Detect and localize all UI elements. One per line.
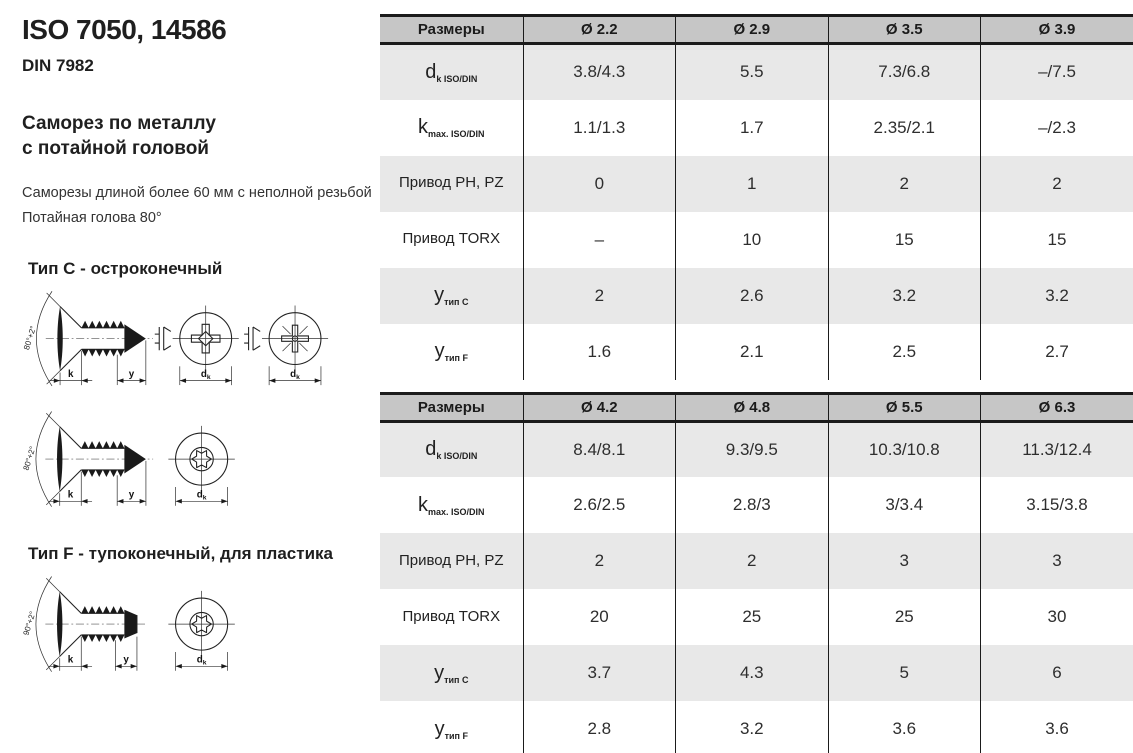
row-label: $y_{тип F}$ [380,701,523,753]
row-label: Привод PH, PZ [380,156,523,212]
head-view-torx [168,426,234,506]
spec-cell: 1 [676,156,828,212]
dimension-y-label: y [128,489,135,501]
description-line1: Саморезы длиной более 60 мм с неполной резьбой [22,185,372,202]
table-row [380,533,1133,589]
left-info-column [22,14,372,685]
column-header-diameter: Ø 6.3 [981,393,1133,421]
spec-cell: 3.2 [828,268,980,324]
table-header-row [380,16,1133,44]
spec-cell: 1.7 [676,100,828,156]
table-row [380,645,1133,701]
column-header-sizes: Размеры [380,16,523,44]
description-line2: Потайная голова 80° [22,210,162,227]
pointed-tip [124,324,145,353]
table-row [380,156,1133,212]
technical-drawing-type-c-torx [22,405,242,515]
spec-cell: 8.4/8.1 [523,421,675,477]
column-header-diameter: Ø 4.2 [523,393,675,421]
dimension-dk-label: dk [196,489,207,502]
spec-cell: 6 [981,645,1133,701]
spec-cell: 25 [828,589,980,645]
spec-cell: 3 [981,533,1133,589]
screw-side-view-type-c [22,411,153,506]
angle-label-type-c: 80°+2° [22,324,38,351]
technical-drawing-type-c-ph-pz [22,285,334,394]
head-view-pz [244,305,328,385]
dimension-dk-label: dk [200,368,211,381]
table-row [380,589,1133,645]
technical-drawing-type-f-torx [22,570,242,680]
dimension-k-label: k [68,368,74,380]
table-row [380,44,1133,100]
standard-title: ISO 7050, 14586 [22,14,227,45]
spec-cell: 2 [981,156,1133,212]
drawing-row-type-c-torx [22,405,372,520]
product-name [22,112,372,161]
spec-cell: 7.3/6.8 [828,44,980,100]
drawing-row-type-f-torx [22,570,372,685]
spec-cell: 2.6 [676,268,828,324]
angle-label-type-f: 90°+2° [22,609,38,637]
table-row [380,421,1133,477]
dimension-k-label: k [67,489,74,501]
row-label: $y_{тип C}$ [380,645,523,701]
spec-cell: 10 [676,212,828,268]
head-side-profile [155,327,171,350]
spec-cell: 4.3 [676,645,828,701]
spec-cell: 1.6 [523,324,675,380]
spec-cell: 2 [523,268,675,324]
column-header-diameter: Ø 2.2 [523,16,675,44]
column-header-diameter: Ø 5.5 [828,393,980,421]
column-header-sizes: Размеры [380,393,523,421]
table-row [380,212,1133,268]
drawing-row-type-c-ph-pz [22,285,372,399]
standard-subtitle: DIN 7982 [22,56,94,75]
dimension-y-label: y [128,368,135,380]
spec-cell: 15 [828,212,980,268]
table-row [380,701,1133,753]
spec-cell: 3.15/3.8 [981,477,1133,533]
head-view-torx [168,591,234,671]
product-name-line2: с потайной головой [22,137,209,159]
spec-cell: 5.5 [676,44,828,100]
row-label: $k_{max. ISO/DIN}$ [380,477,523,533]
column-header-diameter: Ø 3.5 [828,16,980,44]
table-row [380,324,1133,380]
spec-cell: 3.8/4.3 [523,44,675,100]
dimension-dk-label: dk [290,368,300,381]
dimension-dk-label: dk [196,654,207,667]
screw-side-view-type-c [22,291,153,386]
column-header-diameter: Ø 2.9 [676,16,828,44]
spec-cell: 2.6/2.5 [523,477,675,533]
spec-cell: 10.3/10.8 [828,421,980,477]
row-label: $d_{k ISO/DIN}$ [380,421,523,477]
spec-cell: – [523,212,675,268]
spec-cell: 3 [828,533,980,589]
spec-cell: 2 [523,533,675,589]
row-label: $k_{max. ISO/DIN}$ [380,100,523,156]
dimension-k-label: k [67,654,74,666]
spec-cell: 2.7 [981,324,1133,380]
spec-cell: 2.35/2.1 [828,100,980,156]
spec-table-small-diameters [380,14,1133,380]
dimension-y-label: y [123,654,129,666]
head-view-ph [155,305,239,385]
column-header-diameter: Ø 4.8 [676,393,828,421]
spec-cell: 3.2 [676,701,828,753]
spec-cell: 2.8 [523,701,675,753]
column-header-diameter: Ø 3.9 [981,16,1133,44]
spec-cell: 1.1/1.3 [523,100,675,156]
product-description [22,181,372,230]
spec-cell: 3.7 [523,645,675,701]
head-side-profile [244,327,260,350]
pointed-tip [124,444,146,473]
spec-cell: 11.3/12.4 [981,421,1133,477]
row-label: $y_{тип F}$ [380,324,523,380]
spec-cell: 30 [981,589,1133,645]
spec-tables-area [380,14,1133,753]
spec-cell: 5 [828,645,980,701]
row-label: $d_{k ISO/DIN}$ [380,44,523,100]
table-row [380,477,1133,533]
spec-cell: 3.2 [981,268,1133,324]
type-c-heading: Тип C - остроконечный [28,258,223,278]
table-row [380,100,1133,156]
spec-cell: –/2.3 [981,100,1133,156]
screw-side-view-type-f [22,576,148,671]
spec-cell: 15 [981,212,1133,268]
spec-cell: 9.3/9.5 [676,421,828,477]
row-label: Привод TORX [380,589,523,645]
table-row [380,268,1133,324]
row-label: Привод TORX [380,212,523,268]
spec-cell: 20 [523,589,675,645]
blunt-tip [124,609,137,638]
spec-cell: –/7.5 [981,44,1133,100]
spec-cell: 3.6 [981,701,1133,753]
row-label: Привод PH, PZ [380,533,523,589]
spec-cell: 3/3.4 [828,477,980,533]
spec-cell: 0 [523,156,675,212]
angle-label-type-c: 80°+2° [22,444,38,472]
spec-table-large-diameters [380,392,1133,753]
row-label: $y_{тип C}$ [380,268,523,324]
product-name-line1: Саморез по металлу [22,113,216,134]
spec-cell: 2.8/3 [676,477,828,533]
spec-cell: 2 [676,533,828,589]
spec-cell: 2 [828,156,980,212]
table-header-row [380,393,1133,421]
spec-cell: 2.1 [676,324,828,380]
spec-cell: 2.5 [828,324,980,380]
spec-cell: 25 [676,589,828,645]
type-f-heading: Тип F - тупоконечный, для пластика [28,543,333,563]
spec-cell: 3.6 [828,701,980,753]
